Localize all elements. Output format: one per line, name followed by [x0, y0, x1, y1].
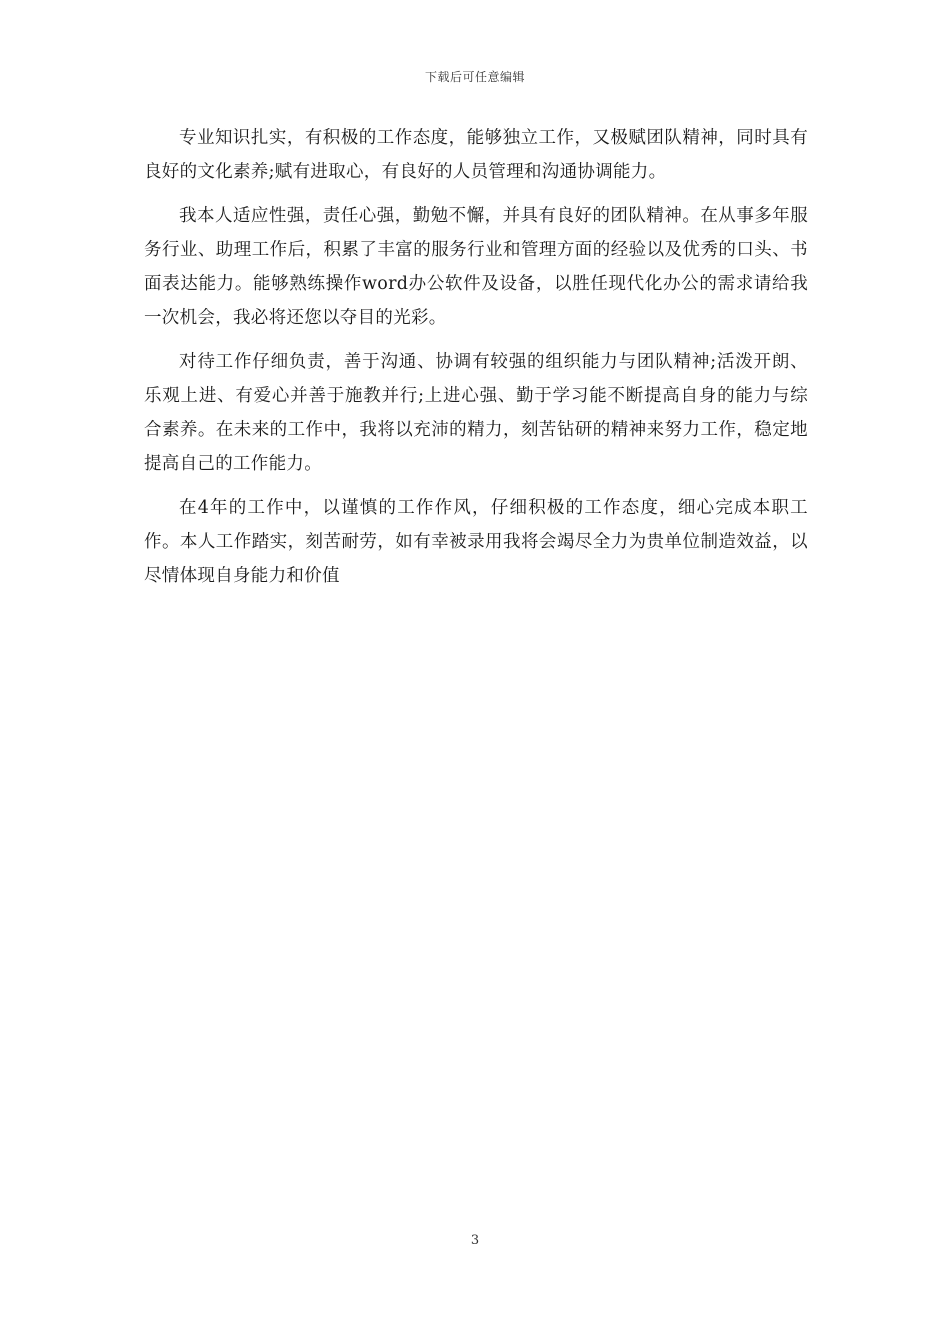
page-number: 3 [470, 1233, 480, 1248]
paragraph-3: 对待工作仔细负责，善于沟通、协调有较强的组织能力与团队精神;活泼开朗、乐观上进、有爱心并善于施教并行;上进心强、勤于学习能不断提高自身的能力与综合素养。在未来的工作中，我将以充沛的精力，刻苦钻研的精神来努力工作，稳定地提高自己的工作能力。 [144, 352, 808, 474]
document-body [144, 121, 808, 603]
paragraph-4: 在4年的工作中，以谨慎的工作作风，仔细积极的工作态度，细心完成本职工作。本人工作踏实，刻苦耐劳，如有幸被录用我将会竭尽全力为贵单位制造效益，以尽情体现自身能力和价值 [144, 498, 808, 586]
page-header: 下载后可任意编辑 [424, 70, 525, 84]
paragraph-2: 我本人适应性强，责任心强，勤勉不懈，并具有良好的团队精神。在从事多年服务行业、助理工作后，积累了丰富的服务行业和管理方面的经验以及优秀的口头、书面表达能力。能够熟练操作word办公软件及设备，以胜任现代化办公的需求请给我一次机会，我必将还您以夺目的光彩。 [144, 206, 808, 328]
paragraph-1: 专业知识扎实，有积极的工作态度，能够独立工作，又极赋团队精神，同时具有良好的文化素养;赋有进取心，有良好的人员管理和沟通协调能力。 [144, 128, 808, 182]
